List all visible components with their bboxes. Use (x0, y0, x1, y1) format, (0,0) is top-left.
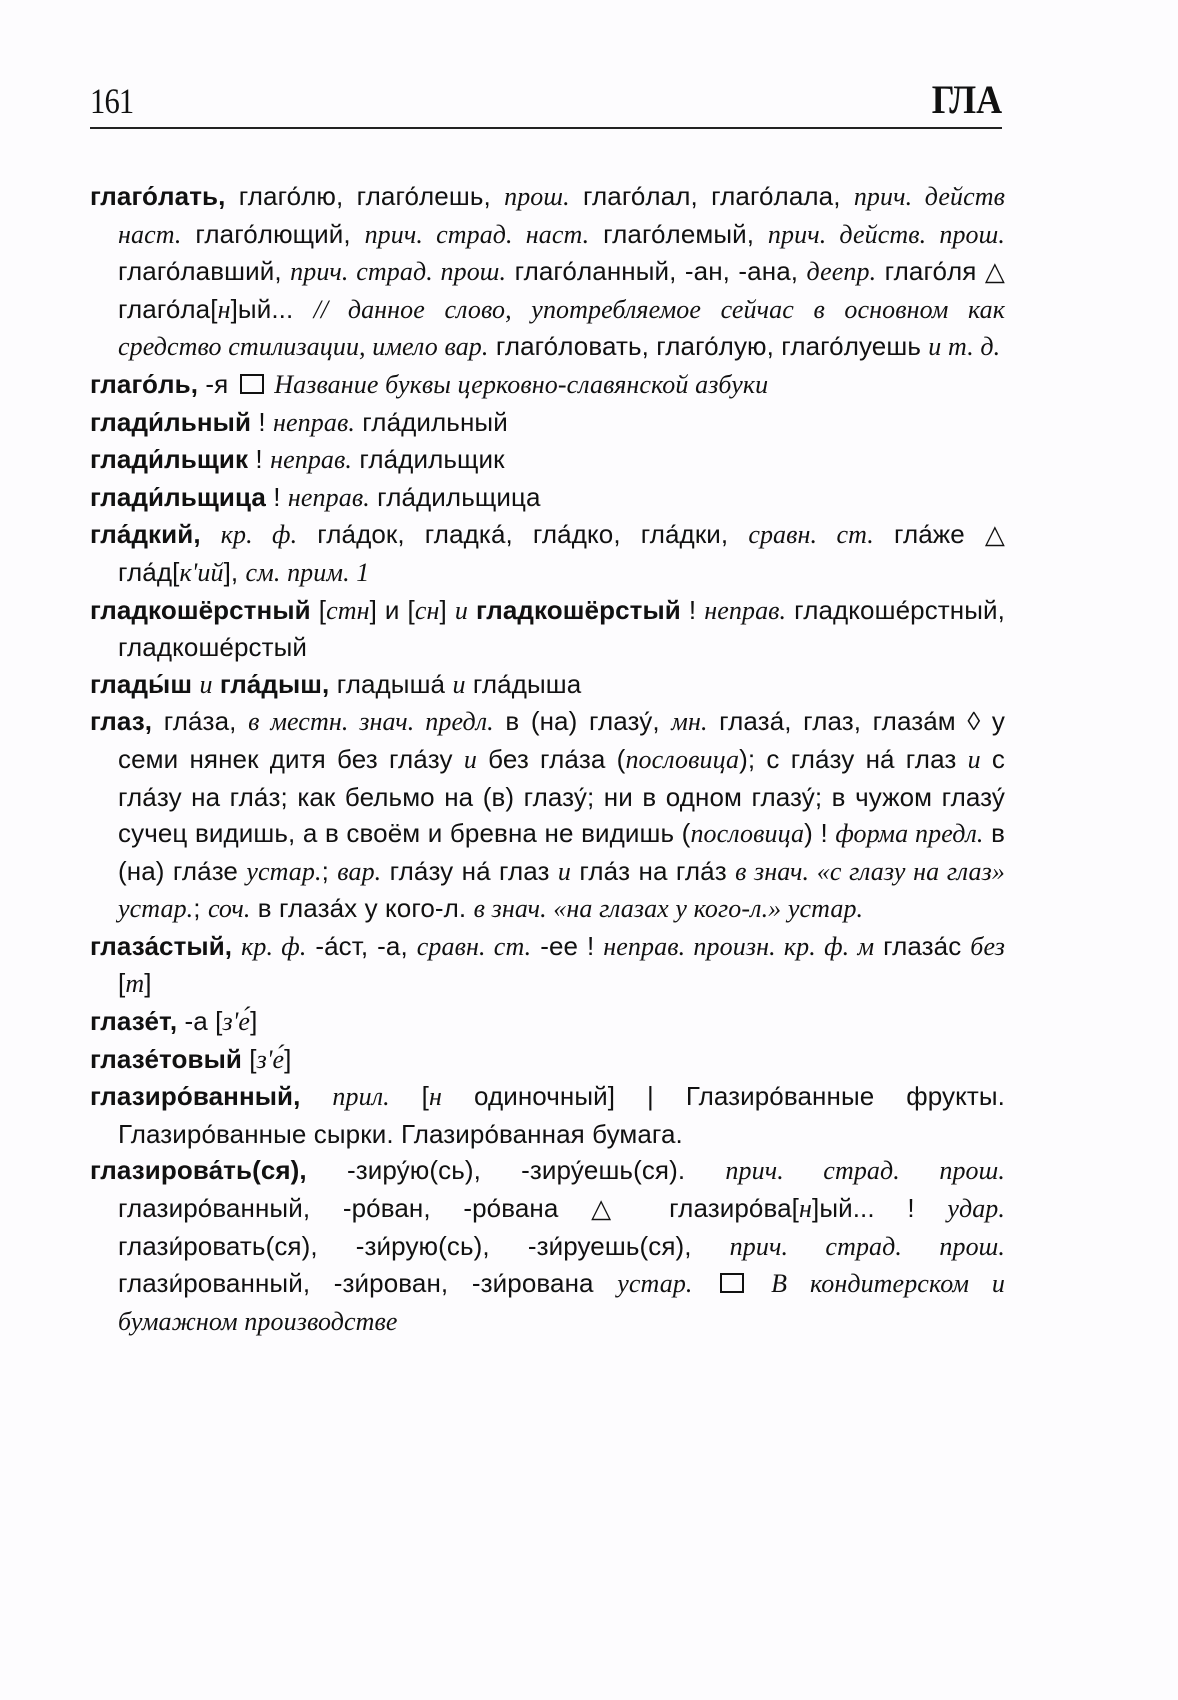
entry-text: ; (321, 855, 338, 886)
grammar-note: и т. д. (928, 332, 1001, 362)
entry-text (232, 931, 241, 961)
entry-text: гла́дильщица (369, 481, 541, 512)
dictionary-entry (90, 703, 1005, 928)
entry-text: гла́зу на́ глаз (381, 855, 558, 886)
grammar-note: В кондитерском и бумажном производстве (118, 1269, 1006, 1336)
dictionary-entry (90, 592, 1005, 666)
grammar-note: неправ. (273, 407, 355, 437)
entry-text: ] и [ (369, 594, 415, 625)
grammar-note: прич. страд. наст. (364, 219, 590, 249)
grammar-note: н (429, 1082, 443, 1112)
page-number: 161 (90, 81, 134, 121)
page-header (90, 70, 1002, 130)
dictionary-entry (90, 404, 1005, 442)
entry-text: ]ый... (230, 293, 314, 324)
grammar-note: прич. страд. прош. (290, 257, 507, 287)
entry-text: ! (248, 444, 271, 475)
definition-box-icon (720, 1273, 744, 1293)
grammar-note: прил. (332, 1082, 390, 1112)
entry-text: ! (251, 406, 274, 437)
entry-text: в (на) глазу́, (493, 706, 672, 737)
headword: глазе́т, (90, 1006, 178, 1037)
grammar-note: неправ. (270, 445, 353, 475)
grammar-note: неправ. произн. кр. ф. м (603, 931, 875, 961)
entry-text: [ (118, 968, 126, 999)
entry-text: -я (198, 368, 236, 399)
dictionary-entry (90, 516, 1005, 591)
entry-text: ] (439, 594, 455, 625)
grammar-note: Название буквы церковно-славянской азбуки (267, 369, 769, 399)
grammar-note: кр. ф. (220, 520, 298, 550)
entry-text: -а [ (177, 1006, 223, 1037)
header-divider (90, 127, 1002, 129)
grammar-note: и (967, 744, 981, 774)
grammar-note: т (125, 969, 145, 999)
entry-text: в глаза́х у кого-л. (250, 893, 474, 924)
grammar-note: форма предл. (835, 819, 984, 849)
entry-text: ; (193, 893, 208, 924)
entry-text: глаго́лавший, (118, 256, 291, 287)
grammar-note: мн. (671, 707, 708, 737)
headword: гладкошёрстный (90, 594, 311, 625)
headword: глазирова́ть(ся), (90, 1155, 307, 1186)
entry-text: глази́рованный, -зи́рован, -зи́рована (118, 1268, 618, 1299)
entry-text: ) ! (804, 818, 836, 849)
entry-text: глаго́лю, глаго́лешь, (225, 181, 505, 211)
entry-text: -зиру́ю(сь), -зиру́ешь(ся). (306, 1155, 726, 1186)
entry-text: ] (250, 1006, 258, 1037)
entry-text (693, 1268, 717, 1298)
headword: глады́ш (90, 668, 193, 699)
dictionary-entry (90, 366, 1005, 404)
dictionary-entry (90, 666, 1005, 704)
headword: гла́дкий, (90, 519, 201, 550)
grammar-note: н (217, 294, 231, 324)
entry-text: с гла́зу на гла́з; как бельмо на (в) глазу́; ни в одном глазу́; в чужом глазу́ сучец видишь, а в своём и бревна не видишь ( (118, 743, 1005, 849)
entry-text: глаго́ля △ глаго́ла[ (118, 256, 1006, 324)
grammar-note: в знач. «с глазу на глаз» устар. (118, 856, 1005, 924)
grammar-note: пословица (625, 744, 740, 774)
entry-text: -а́ст, -а, (306, 930, 417, 961)
grammar-note: пословица (690, 819, 805, 849)
entry-text: глаго́лющий, (181, 218, 365, 249)
grammar-note: и (452, 669, 466, 699)
grammar-note: устар. (617, 1269, 693, 1299)
entry-text: [ (310, 594, 327, 625)
grammar-note: кр. ф. (241, 931, 307, 961)
grammar-note: // данное слово, употребляемое сейчас в основном как средство стилизации, имело вар. (118, 294, 1005, 362)
dictionary-entry (90, 479, 1005, 517)
grammar-note: и (454, 595, 468, 625)
grammar-note: прич. действ наст. (118, 182, 1006, 249)
grammar-note: к'ий (179, 557, 224, 587)
entry-text: гла́дильный (354, 406, 508, 437)
grammar-note: неправ. (704, 595, 787, 625)
entry-text: глази́ровать(ся), -зи́рую(сь), -зи́руешь(ся), (118, 1230, 730, 1261)
entry-text: гла́дыша (465, 668, 582, 699)
entry-text: [ (241, 1043, 257, 1074)
grammar-note: сравн. ст. (748, 520, 874, 550)
headword: глазиро́ванный, (90, 1081, 301, 1112)
headword: глаз, (90, 706, 153, 737)
entry-text: глаго́ловать, глаго́лую, глаго́луешь (488, 331, 929, 362)
entry-text: ] (144, 968, 152, 999)
dictionary-entry (90, 1152, 1005, 1340)
entry-text: -ее ! (531, 930, 604, 961)
headword: глади́льный (90, 406, 252, 437)
entry-text: ! (265, 481, 288, 512)
headword: глаго́ль, (90, 368, 199, 399)
headword: глади́льщик (90, 444, 249, 475)
grammar-note: прич. действ. прош. (767, 219, 1005, 249)
grammar-note: вар. (337, 856, 382, 886)
entry-text: гла́док, гладка́, гла́дко, гла́дки, (297, 519, 749, 550)
dictionary-entry (90, 178, 1005, 366)
entry-text: гла́же △ гла́д[ (118, 519, 1006, 587)
headword: глади́льщица (90, 481, 266, 512)
entry-text: глаго́лал, глаго́лала, (569, 181, 854, 211)
entry-text: ]ый... ! (812, 1193, 948, 1224)
entry-text (468, 595, 476, 625)
headword: глаго́лать, (90, 181, 226, 211)
grammar-note: прош. (504, 182, 570, 211)
entry-text: ], (223, 556, 246, 587)
headword: глазе́товый (90, 1043, 242, 1074)
entry-text: [ (389, 1081, 430, 1112)
dictionary-entry (90, 1041, 1005, 1079)
entry-text: ! (680, 594, 705, 625)
dictionary-entry (90, 441, 1005, 479)
entry-text: глаго́ланный, -ан, -ана, (506, 256, 807, 287)
grammar-note: неправ. (287, 482, 370, 512)
entry-text (213, 669, 220, 699)
grammar-note: и (557, 856, 571, 886)
definition-box-icon (240, 374, 264, 394)
grammar-note: з'е́ (256, 1044, 285, 1074)
grammar-note: в местн. знач. предл. (248, 707, 494, 737)
entry-text: гладкоше́рстный, гладкоше́рстый (118, 594, 1005, 663)
entry-text: ] (284, 1043, 292, 1074)
headword: гладкошёрстый (475, 594, 681, 625)
grammar-note: н (799, 1194, 812, 1224)
dictionary-entries (90, 178, 1005, 1340)
entry-text: без гла́за ( (476, 743, 626, 774)
grammar-note: удар. (947, 1194, 1005, 1224)
entry-text: гла́дильщик (352, 444, 505, 475)
entry-text: гла́з на гла́з (570, 855, 736, 886)
entry-text: гладыша́ (329, 668, 453, 699)
entry-text (300, 1081, 332, 1111)
grammar-note: сн (414, 595, 440, 625)
entry-text: глазиро́ванный, -ро́ван, -ро́вана △ глазиро́ва[ (118, 1193, 799, 1224)
dictionary-entry (90, 1078, 1005, 1152)
entry-text: глаго́лемый, (589, 218, 768, 249)
dictionary-entry (90, 928, 1005, 1003)
grammar-note: прич. страд. прош. (725, 1156, 1005, 1186)
grammar-note: сравн. ст. (416, 931, 532, 961)
grammar-note: и (199, 669, 213, 699)
grammar-note: в знач. «на глазах у кого-л.» устар. (473, 894, 864, 924)
headword: гла́дыш, (219, 668, 330, 699)
entry-text: в (на) гла́зе (118, 818, 1005, 886)
grammar-note: деепр. (806, 257, 877, 287)
entry-text: гла́за, (152, 706, 249, 737)
grammar-note: без (970, 931, 1005, 961)
grammar-note: прич. страд. прош. (729, 1231, 1005, 1261)
grammar-note: стн (326, 595, 370, 625)
entry-text: одиночный] | Глазиро́ванные фрукты. Глазиро́ванные сырки. Глазиро́ванная бумага. (118, 1081, 1005, 1149)
grammar-note: соч. (207, 894, 251, 924)
entry-text (201, 519, 221, 549)
entry-text: ); с гла́зу на́ глаз (739, 743, 968, 774)
grammar-note: устар. (246, 856, 322, 886)
running-head: ГЛА (931, 77, 1002, 122)
grammar-note: з'е́ (222, 1007, 251, 1037)
grammar-note: и (463, 744, 477, 774)
entry-text: глаза́, глаз, глаза́м ◊ у семи нянек дитя без гла́зу (118, 706, 1005, 774)
grammar-note: см. прим. 1 (245, 557, 370, 587)
entry-text: глаза́с (874, 930, 971, 961)
headword: глаза́стый, (90, 930, 233, 961)
dictionary-entry (90, 1003, 1005, 1041)
